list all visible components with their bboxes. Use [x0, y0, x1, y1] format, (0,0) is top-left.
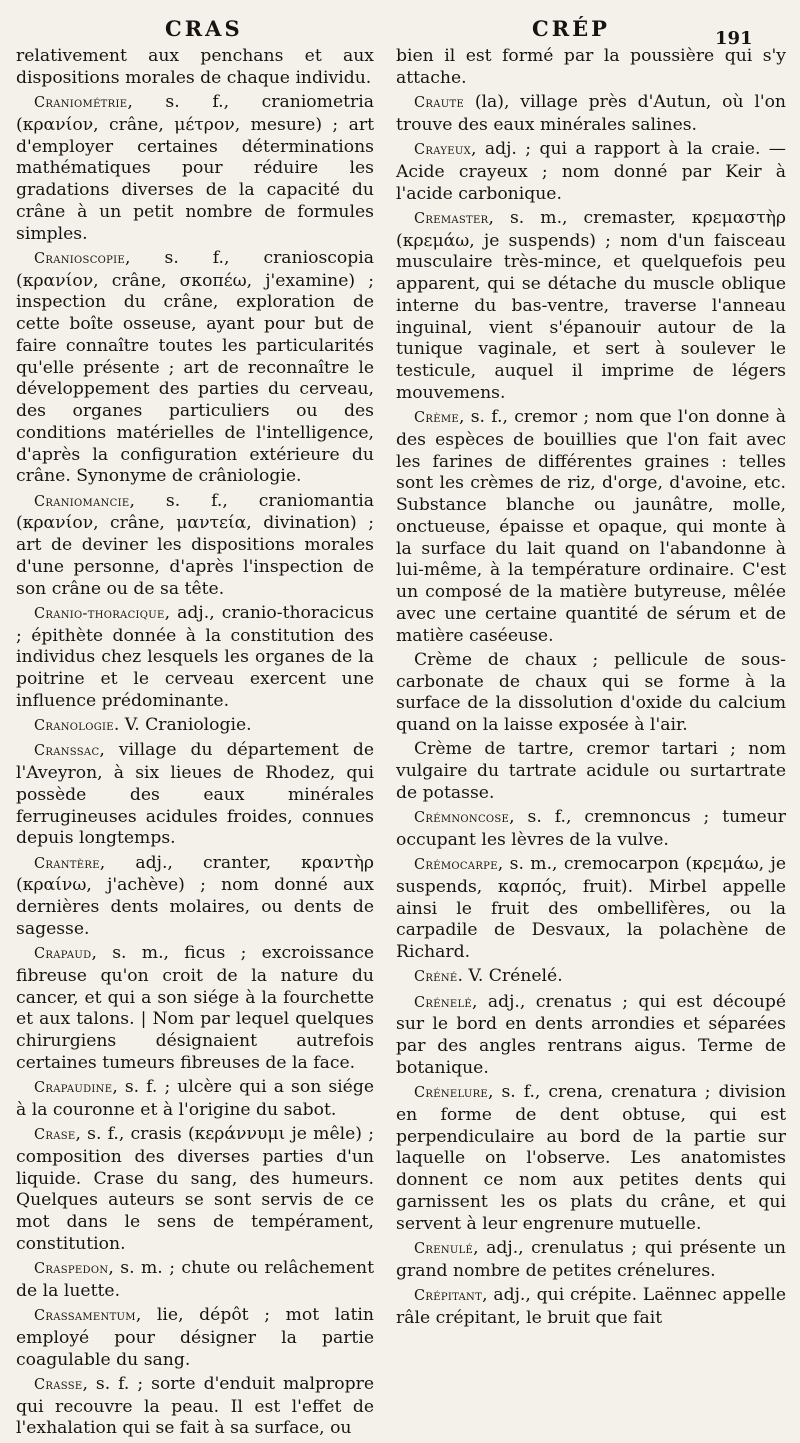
- entry-headword: Crassamentum: [34, 1308, 136, 1324]
- dictionary-entry: [16, 1077, 374, 1122]
- entry-text: , adj., qui crépite. Laënnec appelle râle crépitant, le bruit que fait: [396, 1284, 786, 1328]
- entry-headword: Crapaudine: [34, 1080, 113, 1096]
- entry-text: , village du département de l'Aveyron, à six lieues de Rhodez, qui possède des eaux minérales ferrugineuses acidules froides, connues depuis longtemps.: [16, 740, 374, 849]
- dictionary-entry: [396, 1238, 786, 1283]
- entry-text: . V. Crénelé.: [457, 966, 563, 987]
- entry-text: , adj. ; qui a rapport à la craie. — Acide crayeux ; nom donné par Keir à l'acide carbonique.: [396, 139, 786, 204]
- entry-text: , s. m. ; chute ou relâchement de la luette.: [16, 1258, 374, 1301]
- entry-text: (la), village près d'Autun, où l'on trouve des eaux minérales salines.: [396, 92, 786, 135]
- dictionary-entry: [16, 491, 374, 601]
- entry-headword: Cranio-thoracique: [34, 605, 165, 622]
- dictionary-entry: [396, 92, 786, 137]
- dictionary-entry: [16, 603, 374, 713]
- entry-headword: Craspedon: [34, 1261, 109, 1277]
- entry-headword: Crème: [414, 410, 459, 426]
- dictionary-entry: [396, 807, 786, 852]
- entry-text: , lie, dépôt ; mot latin employé pour désigner la partie coagulable du sang.: [16, 1305, 374, 1370]
- entry-text: , s. f., craniometria (κρανίον, crâne, μέτρον, mesure) ; art d'employer certaines déterminations mathématiques pour réduire les gradations diverses de la capacité du crâne à un petit nombre de formules simples.: [16, 92, 374, 244]
- dictionary-entry: [396, 1285, 786, 1330]
- entry-text: relativement aux penchans et aux dispositions morales de chaque individu.: [16, 46, 374, 88]
- entry-headword: Crépitant: [414, 1287, 483, 1304]
- entry-headword: Crapaud: [34, 946, 92, 962]
- left-column: [16, 46, 374, 1443]
- dictionary-entry: [16, 1305, 374, 1371]
- dictionary-entry: [396, 1082, 786, 1235]
- page-number: 191: [715, 28, 753, 49]
- dictionary-entry: [16, 1258, 374, 1303]
- running-header: [0, 14, 800, 50]
- entry-headword: Craute: [414, 95, 465, 111]
- entry-headword: Cranssac: [34, 743, 100, 760]
- entry-headword: Crénelé: [414, 994, 473, 1011]
- right-column: [396, 46, 786, 1332]
- dictionary-entry: [396, 46, 786, 90]
- entry-text: , s. f. ; ulcère qui a son siége à la couronne et à l'origine du sabot.: [16, 1077, 374, 1120]
- entry-text: , adj., crenatus ; qui est découpé sur le bord en dents arrondies et séparées par des angles rentrans aigus. Terme de botanique.: [396, 991, 786, 1078]
- entry-headword: Crémnoncose: [414, 810, 510, 826]
- entry-text: , s. m., cremaster, κρεμαστὴρ (κρεμάω, je suspends) ; nom d'un faisceau musculaire très-mince, et quelquefois peu apparent, qui se détache du muscle oblique interne du bas-ventre, traverse l'anneau inguinal, vient s'épanouir autour de la tunique vaginale, et sert à soulever le testicule, auquel il imprime de légers mouvemens.: [396, 207, 786, 403]
- entry-text: , s. f., cremnoncus ; tumeur occupant les lèvres de la vulve.: [396, 807, 786, 850]
- dictionary-entry: [16, 1374, 374, 1440]
- entry-headword: Crantère: [34, 855, 100, 872]
- entry-text: , adj., cranter, κραντὴρ (κραίνω, j'achève) ; nom donné aux dernières dents molaires, ou dents de sagesse.: [16, 852, 374, 939]
- entry-text: . V. Craniologie.: [113, 715, 252, 735]
- entry-headword: Crémocarpe: [414, 857, 498, 873]
- entry-headword: Crenulé: [414, 1240, 474, 1257]
- entry-text: , s. f., cranioscopia (κρανίον, crâne, σκοπέω, j'examine) ; inspection du crâne, exploration de cette boîte osseuse, ayant pour but de faire connaître toutes les particularités qu'elle présente ; art de reconnaître le développement des parties du cerveau, des organes particuliers ou des conditions matérielles de l'intelligence, d'après la configuration extérieure du crâne. Synonyme de crâniologie.: [16, 247, 374, 487]
- dictionary-entry: [396, 650, 786, 737]
- entry-headword: Cranioscopie: [34, 250, 126, 267]
- entry-text: , s. f. ; sorte d'enduit malpropre qui recouvre la peau. Il est l'effet de l'exhalation qui se fait à sa surface, ou: [16, 1373, 374, 1439]
- entry-text: , s. f., cremor ; nom que l'on donne à des espèces de bouillies que l'on fait avec les farines de différentes graines : telles sont les crèmes de riz, d'orge, d'avoine, etc. Substance blanche ou jaunâtre, molle, onctueuse, épaisse et opaque, qui monte à la surface du lait quand on l'abandonne à lui-même, à la température ordinaire. C'est un composé de la matière butyreuse, mêlée avec une certaine quantité de sérum et de matière caséeuse.: [396, 407, 786, 646]
- entry-text: Crème de tartre, cremor tartari ; nom vulgaire du tartrate acidule ou surtartrate de potasse.: [396, 739, 786, 803]
- entry-text: Crème de chaux ; pellicule de sous-carbonate de chaux qui se forme à la surface de la dissolution d'oxide du calcium quand on la laisse exposée à l'air.: [396, 649, 786, 735]
- entry-text: , s. m., ficus ; excroissance fibreuse qu'on croit de la nature du cancer, et qui a son siége à la fourchette et aux talons. | Nom par lequel quelques chirurgiens désignaient autrefois certaines tumeurs fibreuses de la face.: [16, 943, 374, 1073]
- entry-text: , s. f., crena, crenatura ; division en forme de dent obtuse, qui est perpendiculaire au bord de la partie sur laquelle on l'observe. Les anatomistes donnent ce nom aux petites dents qui garnissent les os plats du crâne, et qui servent à leur engrenure mutuelle.: [396, 1082, 786, 1234]
- dictionary-entry: [16, 740, 374, 850]
- dictionary-entry: [16, 92, 374, 245]
- dictionary-entry: [396, 966, 786, 989]
- header-right-word: CRÉP: [532, 16, 610, 41]
- dictionary-entry: [16, 853, 374, 941]
- header-left-word: CRAS: [165, 16, 243, 41]
- dictionary-entry: [396, 739, 786, 804]
- dictionary-entry: [16, 46, 374, 90]
- entry-text: , s. f., crasis (κεράννυμι je mêle) ; composition des diverses parties d'un liquide. Crase du sang, des humeurs. Quelques auteurs se sont servis de ce mot dans le sens de tempérament, constitution.: [16, 1124, 374, 1254]
- dictionary-entry: [16, 715, 374, 738]
- dictionary-entry: [396, 139, 786, 205]
- entry-text: , adj., cranio-thoracicus ; épithète donnée à la constitution des individus chez lesquels les organes de la poitrine et le cerveau exercent une influence prédominante.: [16, 602, 374, 711]
- entry-text: bien il est formé par la poussière qui s'y attache.: [396, 46, 786, 88]
- entry-text: , adj., crenulatus ; qui présente un grand nombre de petites crénelures.: [396, 1237, 786, 1281]
- entry-headword: Crasse: [34, 1376, 83, 1393]
- dictionary-entry: [396, 854, 786, 964]
- dictionary-entry: [396, 992, 786, 1080]
- entry-headword: Craniométrie: [34, 95, 128, 111]
- entry-headword: Crase: [34, 1127, 76, 1143]
- entry-headword: Crénelure: [414, 1085, 489, 1101]
- entry-headword: Cremaster: [414, 210, 489, 227]
- dictionary-entry: [16, 1124, 374, 1256]
- dictionary-entry: [16, 943, 374, 1075]
- dictionary-entry: [16, 248, 374, 488]
- entry-text: , s. m., cremocarpon (κρεμάω, je suspends, καρπός, fruit). Mirbel appelle ainsi le fruit des ombellifères, ou la carpadile de Desvaux, la polachène de Richard.: [396, 854, 786, 962]
- entry-headword: Crayeux: [414, 142, 471, 158]
- dictionary-entry: [396, 208, 786, 405]
- entry-headword: Créné: [414, 969, 458, 986]
- dictionary-entry: [396, 407, 786, 647]
- entry-headword: Cranologie: [34, 718, 114, 734]
- entry-text: , s. f., craniomantia (κρανίον, crâne, μαντεία, divination) ; art de deviner les dispositions morales d'une personne, d'après l'inspection de son crâne ou de sa tête.: [16, 490, 374, 599]
- entry-headword: Craniomancie: [34, 493, 130, 510]
